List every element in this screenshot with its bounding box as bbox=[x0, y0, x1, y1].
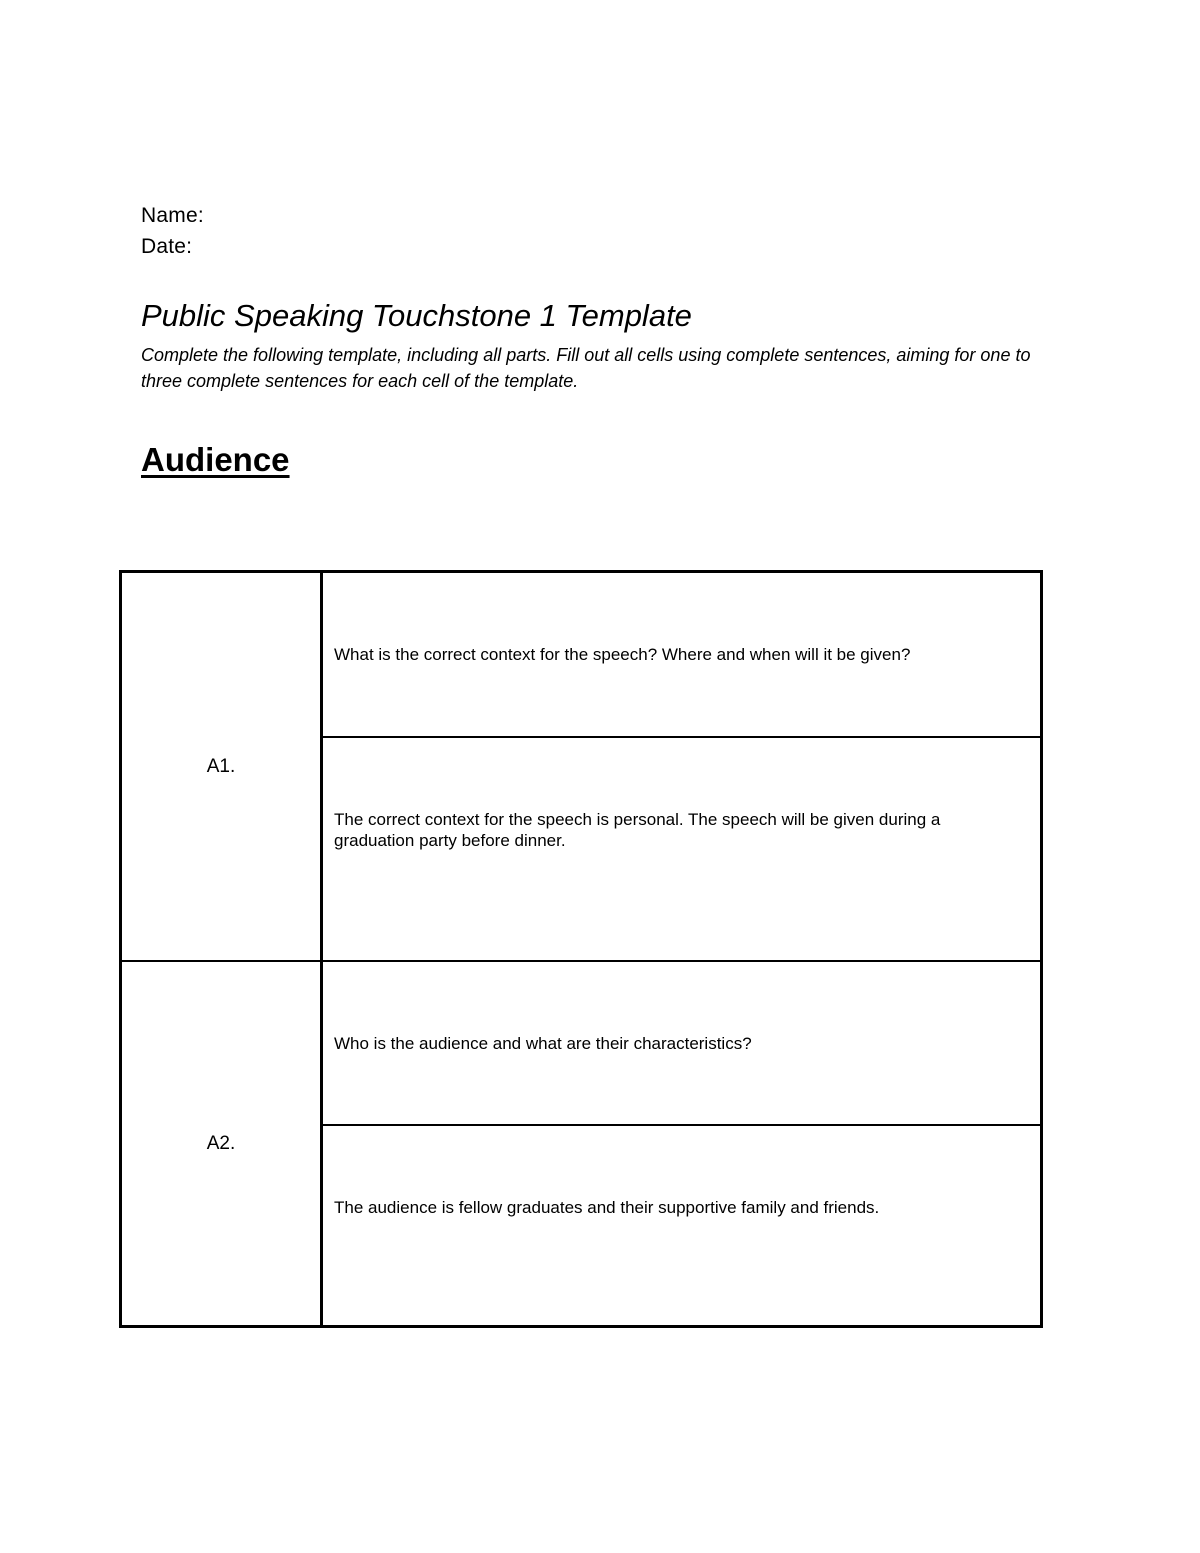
name-label: Name: bbox=[141, 204, 204, 227]
instructions-text: Complete the following template, including all parts. Fill out all cells using complete sentences, aiming for one to three complete sentences for each cell of the template. bbox=[141, 345, 1031, 391]
answer-cell-a1[interactable]: The correct context for the speech is personal. The speech will be given during a graduation party before dinner. bbox=[334, 810, 941, 850]
question-cell-a2: Who is the audience and what are their characteristics? bbox=[334, 1033, 752, 1053]
answer-cell-a2[interactable]: The audience is fellow graduates and their supportive family and friends. bbox=[334, 1198, 880, 1217]
page-title: Public Speaking Touchstone 1 Template bbox=[141, 298, 692, 333]
question-cell-a1: What is the correct context for the speech? Where and when will it be given? bbox=[334, 645, 911, 664]
row-label-a1: A1. bbox=[122, 573, 323, 960]
audience-table bbox=[119, 570, 1043, 1328]
date-label: Date: bbox=[141, 235, 193, 258]
row-label-a2: A2. bbox=[122, 962, 323, 1325]
section-heading-audience: Audience bbox=[141, 441, 290, 478]
